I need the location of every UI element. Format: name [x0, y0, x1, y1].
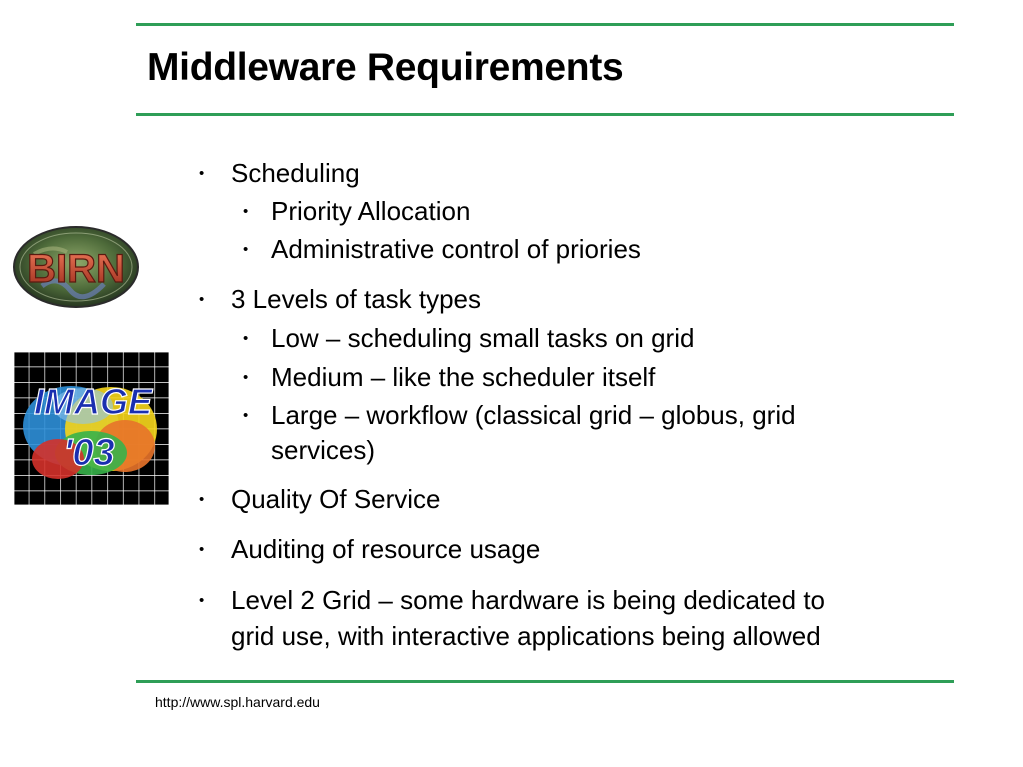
bullet-marker: •: [199, 165, 205, 182]
bullet-marker: •: [243, 330, 249, 347]
bullet-marker: •: [243, 203, 249, 220]
footer-url: http://www.spl.harvard.edu: [155, 694, 320, 710]
bullet-marker: •: [199, 291, 205, 308]
bullet-auditing: [199, 531, 541, 567]
sub-bullet-medium: [243, 359, 656, 395]
top-rule: [136, 23, 954, 26]
bullet-level-2-grid: [199, 582, 826, 618]
sub-bullet-low: [243, 320, 695, 356]
sub-bullet-large-continued: services): [271, 435, 376, 465]
slide-title: Middleware Requirements: [147, 46, 624, 89]
bullet-text: 3 Levels of task types: [231, 284, 482, 314]
bullet-text: Scheduling: [231, 158, 360, 188]
bullet-marker: •: [243, 241, 249, 258]
birn-logo-icon: [12, 224, 140, 310]
birn-logo-text: BIRN: [27, 247, 125, 291]
bullet-marker: •: [243, 369, 249, 386]
bullet-task-levels: [199, 281, 482, 317]
bullet-level-2-grid-continued: grid use, with interactive applications being allowed: [231, 621, 821, 651]
bullet-quality-of-service: [199, 481, 441, 517]
bullet-marker: •: [199, 541, 205, 558]
image03-logo-line1: IMAGE: [33, 381, 153, 422]
bullet-text: Priority Allocation: [271, 196, 471, 226]
bullet-text: Medium – like the scheduler itself: [271, 362, 656, 392]
sub-bullet-administrative-control: [243, 231, 641, 267]
image03-logo-line2: '03: [63, 432, 115, 474]
title-rule: [136, 113, 954, 116]
bullet-marker: •: [243, 407, 249, 424]
bullet-text: Large – workflow (classical grid – globus, grid: [271, 400, 796, 430]
footer-rule: [136, 680, 954, 683]
sub-bullet-large: [243, 397, 796, 433]
bullet-scheduling: [199, 155, 360, 191]
sub-bullet-priority-allocation: [243, 193, 471, 229]
bullet-text: Quality Of Service: [231, 484, 441, 514]
bullet-text: Administrative control of priories: [271, 234, 641, 264]
bullet-marker: •: [199, 491, 205, 508]
bullet-text: Level 2 Grid – some hardware is being dedicated to: [231, 585, 826, 615]
bullet-text: Low – scheduling small tasks on grid: [271, 323, 695, 353]
brain-grid-icon: [13, 351, 170, 506]
bullet-marker: •: [199, 592, 205, 609]
bullet-text: Auditing of resource usage: [231, 534, 541, 564]
